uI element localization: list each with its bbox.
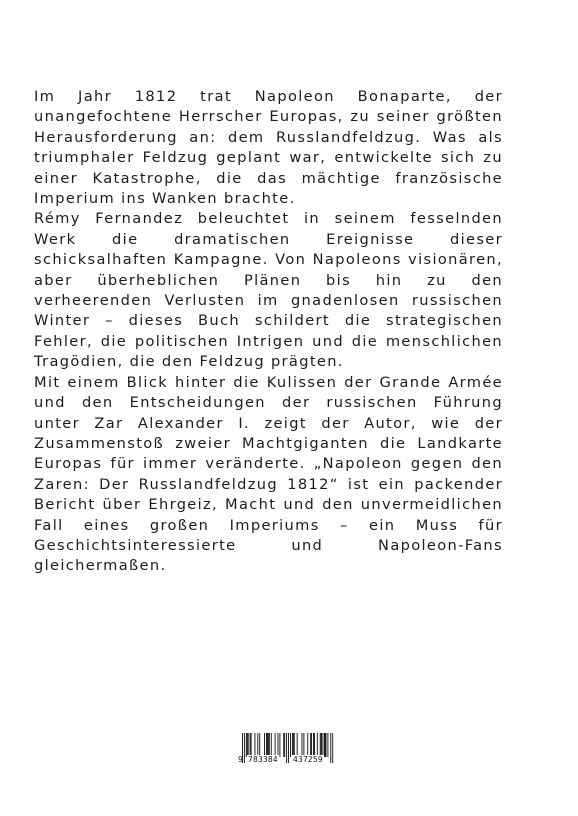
barcode-bar (259, 733, 260, 757)
barcode-bar (269, 733, 270, 757)
barcode-left-digits: 783384 (248, 755, 278, 764)
barcode-bar (325, 733, 326, 757)
barcode-bar (303, 733, 304, 757)
barcode-bar (324, 733, 325, 757)
barcode-bar (313, 733, 314, 757)
isbn-barcode (238, 733, 338, 769)
barcode-bar (322, 733, 323, 757)
barcode-bar (292, 733, 293, 757)
barcode-bar (271, 733, 272, 757)
barcode-bar (283, 733, 284, 757)
barcode-bar (266, 733, 267, 757)
barcode-bar (317, 733, 318, 757)
barcode-bar (268, 733, 269, 757)
blurb-paragraph-2: Rémy Fernandez beleuchtet in seinem fesselnden Werk die dramatischen Ereignisse dieser schicksalhaften Kampagne. Von Napoleons visionären, aber überheblichen Plänen bis hin zu den verheerenden Verlusten im gnadenlosen russischen Winter – dieses Buch schildert die strategischen Fehler, die politischen Intrigen und die menschlichen Tragödien, die den Feldzug prägten. (34, 210, 503, 371)
barcode-bar (257, 733, 258, 757)
barcode-bar (321, 733, 322, 757)
barcode-bar (302, 733, 303, 757)
barcode-bar (320, 733, 321, 757)
barcode-bar (311, 733, 312, 757)
blurb-paragraph-1: Im Jahr 1812 trat Napoleon Bonaparte, der unangefochtene Herrscher Europas, zu seiner größten Herausforderung an: dem Russlandfeldzug. Was als triumphaler Feldzug geplant war, entwickelte sich zu einer Katastrophe, die das mächtige französische Imperium ins Wanken brachte. (34, 88, 503, 208)
barcode-bar (254, 733, 255, 757)
barcode-bar (314, 733, 315, 757)
barcode-right-digits: 437259 (293, 755, 323, 764)
back-cover-blurb (34, 87, 503, 577)
barcode-bar (267, 733, 268, 757)
barcode-bar (275, 733, 276, 757)
barcode-bar (327, 733, 328, 757)
blurb-paragraph-3: Mit einem Blick hinter die Kulissen der Grande Armée und den Entscheidungen der russischen Führung unter Zar Alexander I. zeigt der Autor, wie der Zusammenstoß zweier Machtgiganten die Landkarte Europas für immer veränderte. „Napoleon gegen den Zaren: Der Russlandfeldzug 1812“ ist ein packender Bericht über Ehrgeiz, Macht und den unvermeidlichen Fall eines großen Imperiums – ein Muss für Geschichtsinteressierte und Napoleon-Fans gleichermaßen. (34, 373, 503, 575)
barcode-bar (251, 733, 252, 757)
barcode-bar (310, 733, 311, 757)
barcode-bar (326, 733, 327, 757)
barcode-lead-digit: 9 (238, 755, 243, 764)
barcode-bar (279, 733, 280, 757)
barcode-digits (238, 755, 338, 769)
barcode-bar (246, 733, 247, 757)
barcode-bar (264, 733, 265, 757)
barcode-bar (293, 733, 294, 757)
barcode-bar (294, 733, 295, 757)
barcode-bar (307, 733, 308, 757)
barcode-bar (250, 733, 251, 757)
barcode-bar (247, 733, 248, 757)
barcode-bar (284, 733, 285, 757)
barcode-bar (290, 733, 291, 757)
barcode-bar (297, 733, 298, 757)
barcode-bar (248, 733, 249, 757)
barcode-bar (278, 733, 279, 757)
